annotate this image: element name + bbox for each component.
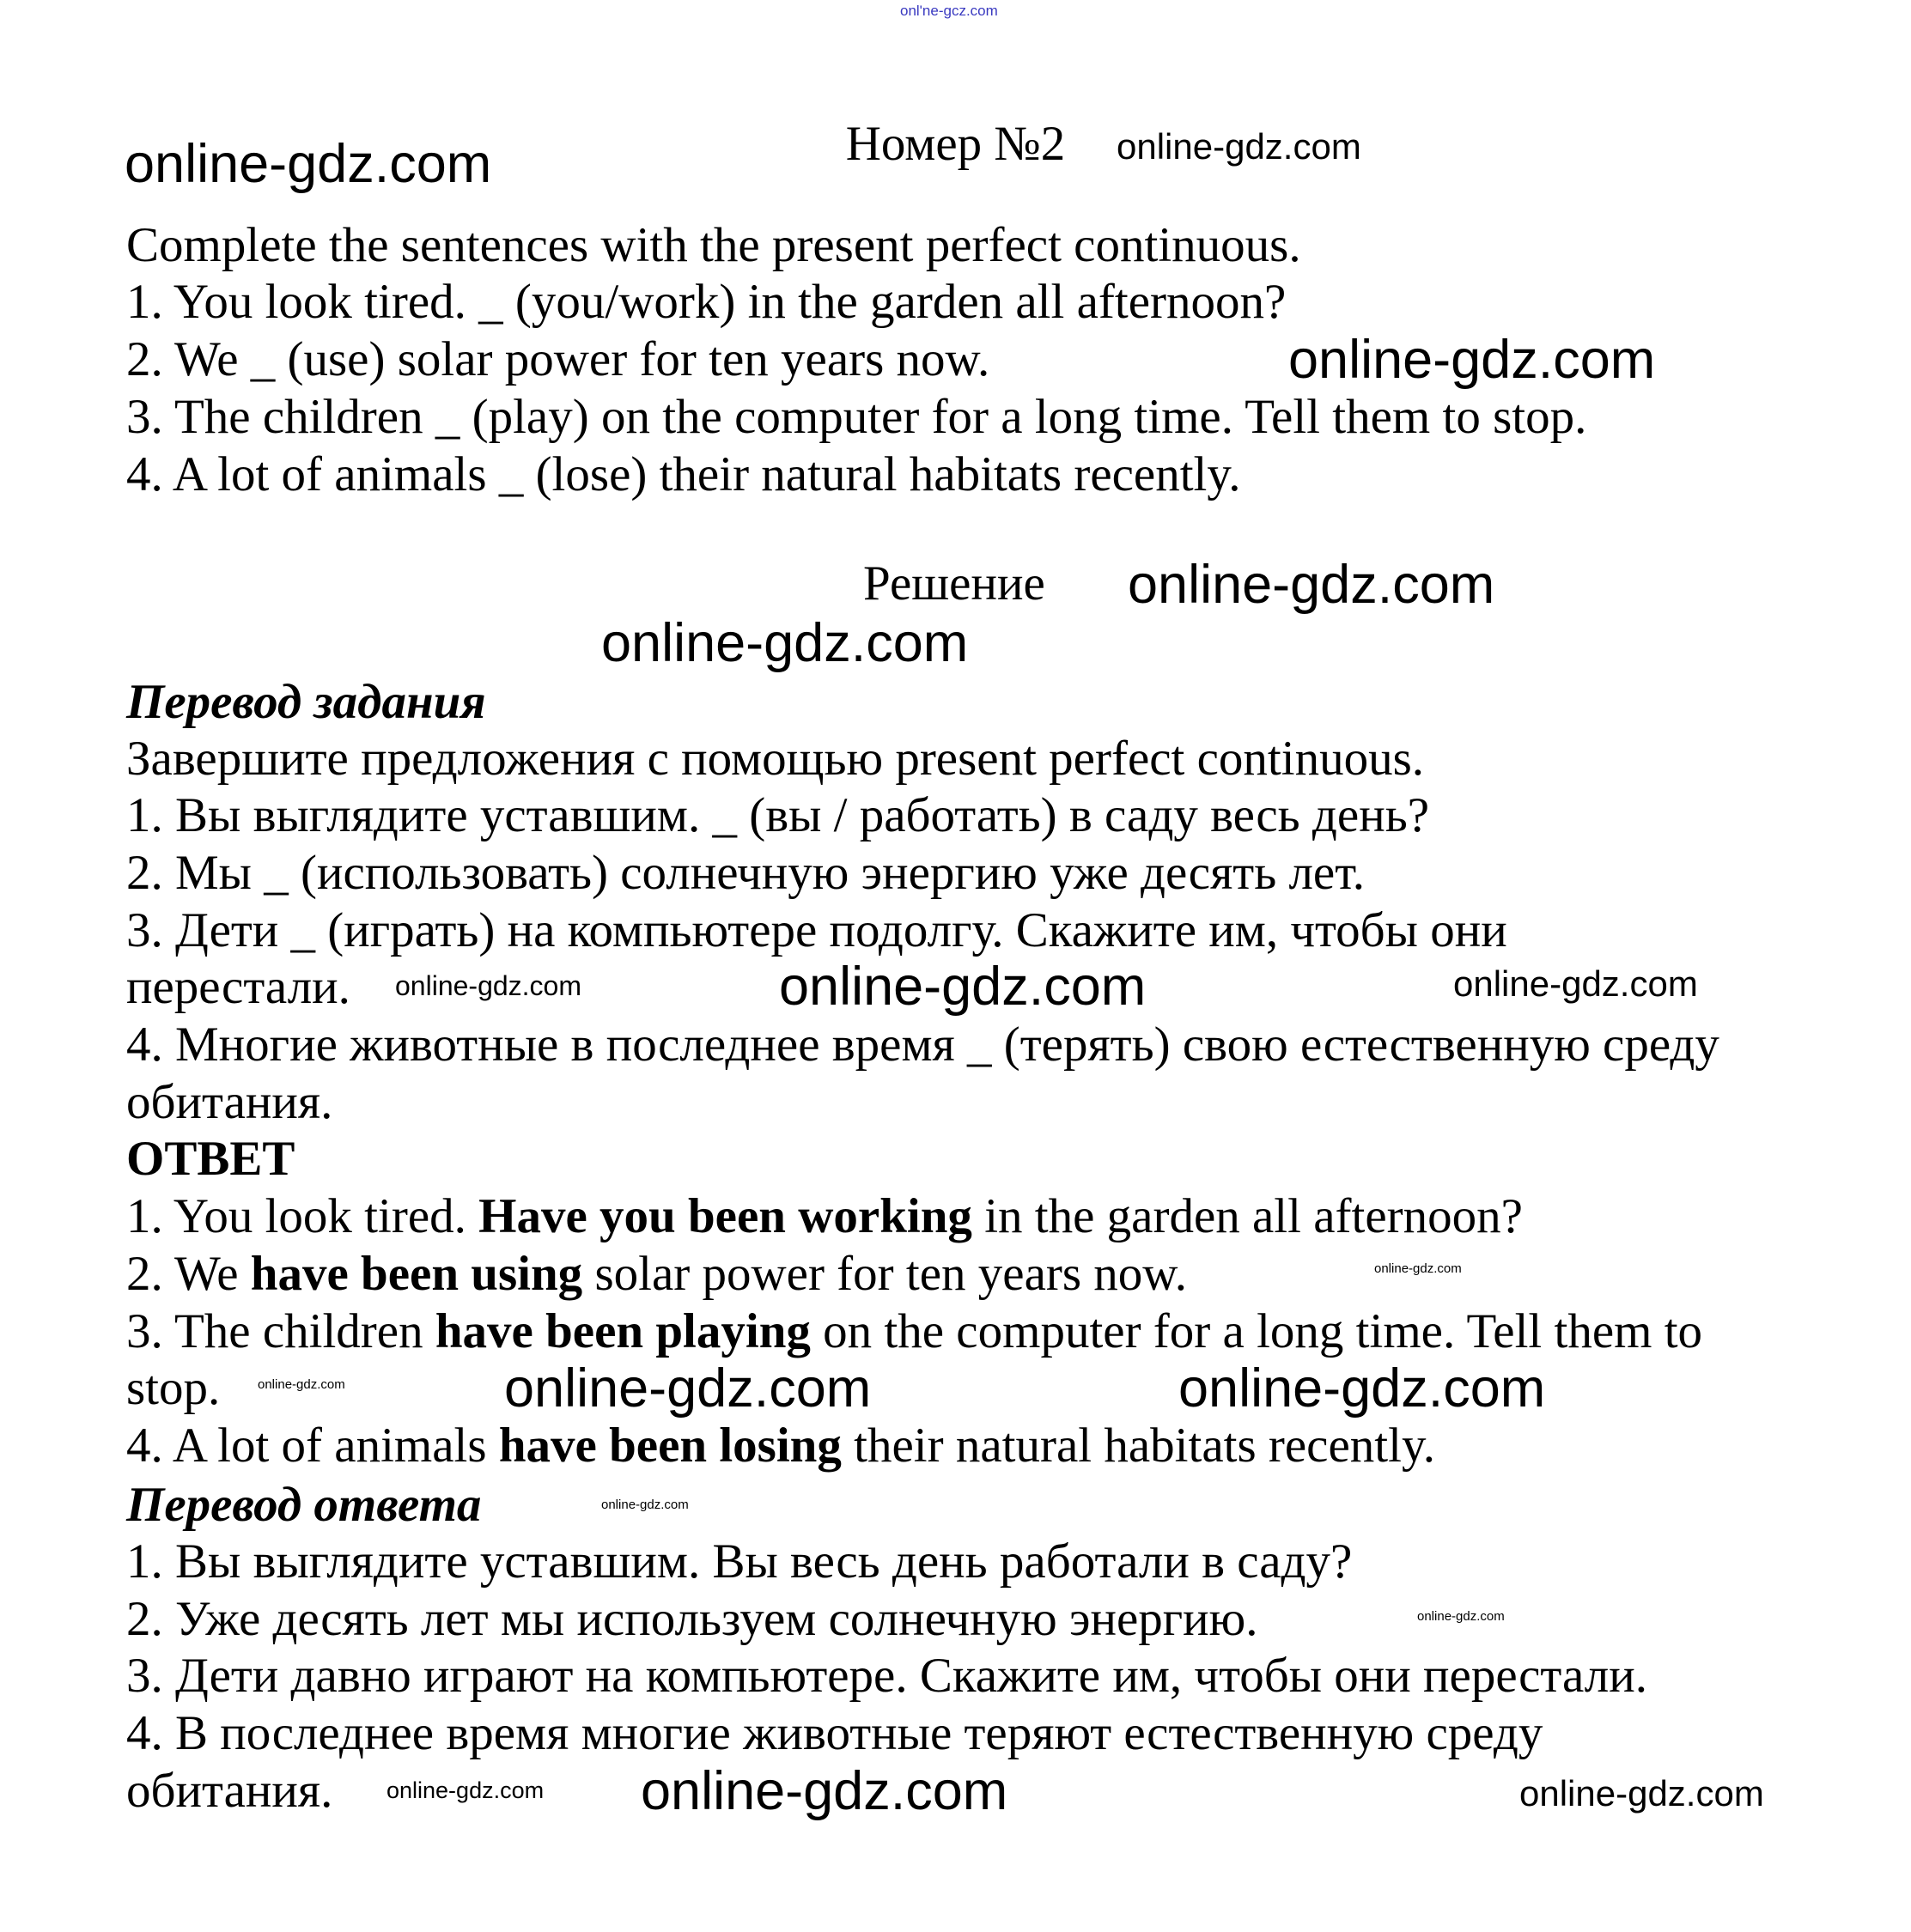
answer-translation-heading: Перевод ответа: [126, 1478, 482, 1532]
task-translation-heading: Перевод задания: [126, 675, 486, 729]
watermark: online-gdz.com: [1453, 963, 1698, 1004]
answer-text: solar power for ten years now.: [582, 1247, 1188, 1301]
answer-verb: have been using: [250, 1247, 583, 1301]
watermark: online-gdz.com: [504, 1358, 872, 1419]
answer-text: 1. You look tired.: [126, 1189, 479, 1243]
answer-text: stop.: [126, 1361, 221, 1415]
answer-line: [126, 1246, 1187, 1303]
watermark: online-gdz.com: [641, 1761, 1008, 1821]
answer-verb: Have you been working: [478, 1189, 972, 1243]
answer-heading: ОТВЕТ: [126, 1132, 295, 1186]
answer-verb: have been losing: [498, 1419, 842, 1473]
translation-line: 1. Вы выглядите уставшим. _ (вы / работать) в саду весь день?: [126, 788, 1430, 842]
watermark: online-gdz.com: [395, 970, 581, 1001]
watermark: online-gdz.com: [125, 134, 492, 194]
answer-translation-line: 4. В последнее время многие животные теряют естественную среду: [126, 1706, 1543, 1760]
watermark: online-gdz.com: [258, 1377, 345, 1392]
answer-verb: have been playing: [435, 1304, 811, 1358]
answer-translation-line: 3. Дети давно играют на компьютере. Скажите им, чтобы они перестали.: [126, 1649, 1647, 1703]
answer-translation-line: 1. Вы выглядите уставшим. Вы весь день работали в саду?: [126, 1534, 1353, 1589]
answer-text: in the garden all afternoon?: [971, 1189, 1523, 1243]
answer-text: 3. The children: [126, 1304, 435, 1358]
answer-text: 4. A lot of animals: [126, 1419, 499, 1473]
watermark: online-gdz.com: [1288, 330, 1656, 390]
task-item: 3. The children _ (play) on the computer for a long time. Tell them to stop.: [126, 390, 1587, 444]
answer-text: on the computer for a long time. Tell them to: [810, 1304, 1703, 1358]
task-item: 1. You look tired. _ (you/work) in the garden all afternoon?: [126, 275, 1287, 329]
task-translation-instruction: Завершите предложения с помощью present perfect continuous.: [126, 732, 1425, 786]
task-item: 2. We _ (use) solar power for ten years now.: [126, 332, 990, 386]
solution-heading: Решение: [863, 556, 1045, 611]
answer-line: [126, 1418, 1435, 1474]
watermark: online-gdz.com: [601, 613, 969, 673]
translation-line: 4. Многие животные в последнее время _ (терять) свою естественную среду: [126, 1018, 1719, 1072]
watermark: online-gdz.com: [601, 1498, 689, 1512]
answer-text: their natural habitats recently.: [841, 1419, 1435, 1473]
task-instruction: Complete the sentences with the present perfect continuous.: [126, 218, 1301, 272]
watermark: online-gdz.com: [779, 957, 1147, 1017]
page-title: Номер №2: [845, 117, 1066, 171]
task-item: 4. A lot of animals _ (lose) their natural habitats recently.: [126, 447, 1241, 501]
translation-line: 2. Мы _ (использовать) солнечную энергию уже десять лет.: [126, 846, 1366, 900]
answer-line: [126, 1303, 1702, 1360]
answer-line: [126, 1188, 1523, 1245]
watermark: online-gdz.com: [1417, 1609, 1505, 1624]
watermark: online-gdz.com: [1519, 1773, 1764, 1814]
answer-translation-line: обитания.: [126, 1764, 333, 1818]
watermark: online-gdz.com: [1117, 126, 1361, 167]
translation-line: перестали.: [126, 960, 350, 1014]
translation-line: 3. Дети _ (играть) на компьютере подолгу. Скажите им, чтобы они: [126, 903, 1507, 957]
translation-line: обитания.: [126, 1075, 333, 1129]
watermark: online-gdz.com: [386, 1777, 545, 1803]
watermark-top: onl'ne-gcz.com: [900, 3, 998, 19]
watermark: online-gdz.com: [1178, 1358, 1546, 1419]
answer-line: [126, 1360, 220, 1417]
watermark: online-gdz.com: [1128, 555, 1495, 615]
answer-translation-line: 2. Уже десять лет мы используем солнечную энергию.: [126, 1592, 1258, 1646]
watermark: online-gdz.com: [1374, 1261, 1462, 1276]
answer-text: 2. We: [126, 1247, 251, 1301]
